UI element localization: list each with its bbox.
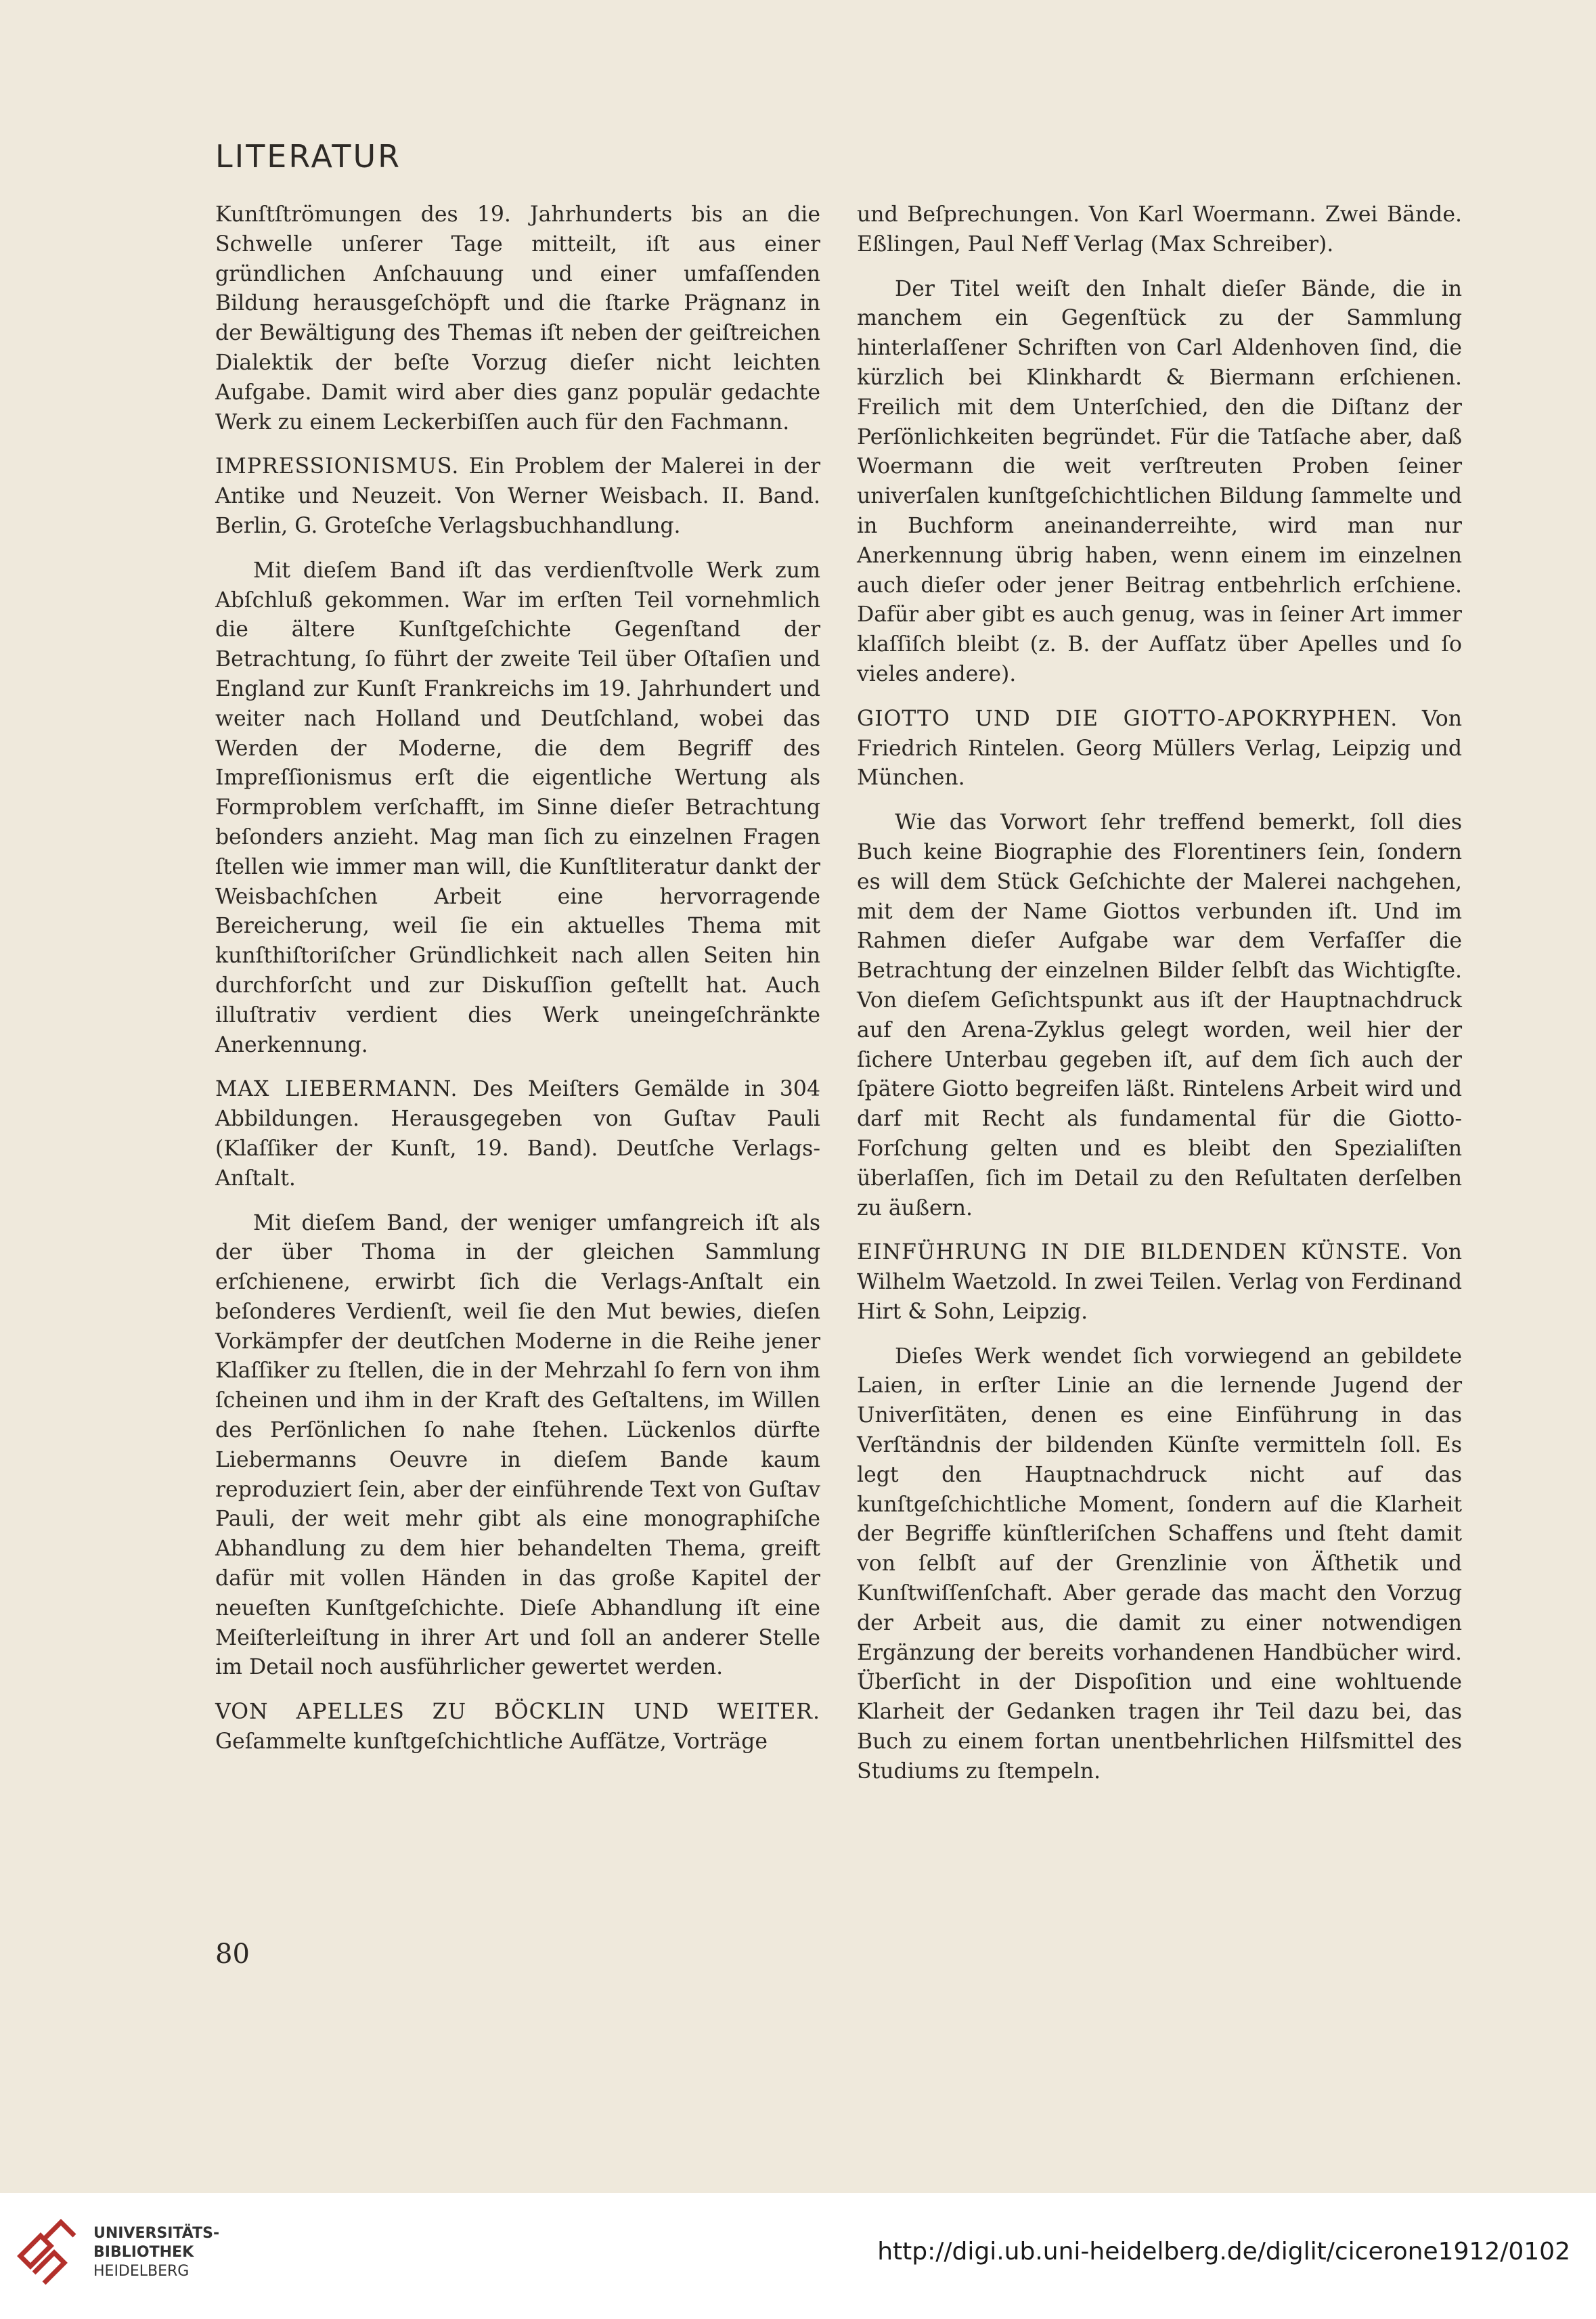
review-title: EINFÜHRUNG IN DIE BILDENDEN KÜNSTE. (857, 1240, 1409, 1265)
review-title: MAX LIEBERMANN. (215, 1077, 458, 1102)
review-title: GIOTTO UND DIE GIOTTO-APOKRYPHEN. (857, 706, 1398, 731)
source-url-link[interactable]: http://digi.ub.uni-heidelberg.de/diglit/cicerone1912/0102 (877, 2238, 1570, 2266)
library-name (93, 2224, 219, 2281)
left-column (215, 200, 820, 1772)
library-logo-icon (14, 2219, 81, 2287)
paragraph: und Beſprechungen. Von Karl Woermann. Zwei Bände. Eßlingen, Paul Neff Verlag (Max Schreiber). (857, 202, 1462, 257)
paragraph: Kunſtſtrömungen des 19. Jahrhunderts bis an die Schwelle unſerer Tage mitteilt, iſt aus einer gründlichen Anſchauung und einer umfaſſenden Bildung herausgeſchöpft und die ſtarke Prägnanz in der Bewältigung des Themas iſt neben der geiſtreichen Dialektik der beſte Vorzug dieſer nicht leichten Aufgabe. Damit wird aber dies ganz populär gedachte Werk zu einem Leckerbiſſen auch für den Fachmann. (215, 202, 820, 435)
review-citation: Geſammelte kunſtgeſchichtliche Aufſätze, Vorträge (215, 1729, 768, 1754)
review-citation: Des Meiſters Gemälde in 304 Abbildungen. Herausgegeben von Guſtav Pauli (Klaſſiker der Kunſt, 19. Band). Deutſche Verlags-Anſtalt. (215, 1077, 820, 1191)
review-citation: Ein Problem der Malerei in der Antike und Neuzeit. Von Werner Weisbach. II. Band. Berlin, G. Groteſche Verlagsbuchhandlung. (215, 454, 820, 538)
page-number: 80 (215, 1939, 250, 1970)
paragraph: Mit dieſem Band iſt das verdienſtvolle Werk zum Abſchluß gekommen. War im erſten Teil vornehmlich die ältere Kunſtgeſchichte Gegenſtand der Betrachtung, ſo führt der zweite Teil über Oſtaſien und England zur Kunſt Frankreichs im 19. Jahrhundert und weiter nach Holland und Deutſchland, wobei das Werden der Moderne, die dem Begriff des Impreſſionismus erſt die eigentliche Wertung als Formproblem verſchafft, im Sinne dieſer Betrachtung beſonders anzieht. Mag man ſich zu einzelnen Fragen ſtellen wie immer man will, die Kunſtliteratur dankt der Weisbachſchen Arbeit eine hervorragende Bereicherung, weil ſie ein aktuelles Thema mit kunſthiſtoriſcher Gründlichkeit nach allen Seiten hin durchforſcht und zur Diskuſſion geſtellt hat. Auch illuſtrativ verdient dies Werk uneingeſchränkte Anerkennung. (215, 558, 820, 1057)
paragraph: Wie das Vorwort ſehr treffend bemerkt, ſoll dies Buch keine Biographie des Florentiners ſein, ſondern es will dem Stück Geſchichte der Malerei nachgehen, mit dem der Name Giottos verbunden iſt. Und im Rahmen dieſer Aufgabe war dem Verfaſſer die Betrachtung der einzelnen Bilder ſelbſt das Wichtigſte. Von dieſem Geſichtspunkt aus iſt der Hauptnachdruck auf den Arena-Zyklus gelegt worden, weil hier der ſichere Unterbau gegeben iſt, auf dem ſich auch der ſpätere Giotto begreifen läßt. Rintelens Arbeit wird und darf mit Recht als fundamental für die Giotto-Forſchung gelten und es bleibt den Spezialiſten überlaſſen, ſich im Detail zu den Reſultaten derſelben zu äußern. (857, 810, 1462, 1220)
paragraph: Der Titel weiſt den Inhalt dieſer Bände, die in manchem ein Gegenſtück zu der Sammlung hinterlaſſener Schriften von Carl Aldenhoven ſind, die kürzlich bei Klinkhardt & Biermann erſchienen. Freilich mit dem Unterſchied, den die Diſtanz der Perſönlichkeiten begründet. Für die Tatſache aber, daß Woermann die weit verſtreuten Proben ſeiner univerſalen kunſtgeſchichtlichen Bildung ſammelte und in Buchform aneinanderreihte, wird man nur Anerkennung übrig haben, wenn einem im einzelnen auch dieſer oder jener Beitrag entbehrlich erſchiene. Dafür aber gibt es auch genug, was in ſeiner Art immer klaſſiſch bleibt (z. B. der Aufſatz über Apelles und ſo vieles andere). (857, 276, 1462, 686)
review-entry-heading (857, 705, 1462, 793)
review-entry-heading (215, 1075, 820, 1193)
review-citation: Von Friedrich Rintelen. Georg Müllers Verlag, Leipzig und München. (857, 706, 1462, 791)
paragraph: Dieſes Werk wendet ſich vorwiegend an gebildete Laien, in erſter Linie an die lernende Jugend der Univerſitäten, denen es eine Einführung in das Verſtändnis der bildenden Künſte vermitteln ſoll. Es legt den Hauptnachdruck nicht auf das kunſtgeſchichtliche Moment, ſondern auf die Klarheit der Begriffe künſtleriſchen Schaffens und ſteht damit von ſelbſt auf der Grenzlinie von Äſthetik und Kunſtwiſſenſchaft. Aber gerade das macht den Vorzug der Arbeit aus, die damit zu einer notwendigen Ergänzung der bereits vorhandenen Handbücher wird. Überſicht in der Dispoſition und eine wohltuende Klarheit der Gedanken tragen ihr Teil dazu bei, das Buch zu einem fortan unentbehrlichen Hilfsmittel des Studiums zu ſtempeln. (857, 1344, 1462, 1784)
review-citation: Von Wilhelm Waetzold. In zwei Teilen. Verlag von Ferdinand Hirt & Sohn, Leipzig. (857, 1240, 1462, 1324)
review-entry-heading (215, 452, 820, 541)
library-name-line: UNIVERSITÄTS- (93, 2225, 220, 2242)
library-name-line: HEIDELBERG (93, 2263, 190, 2280)
review-title: IMPRESSIONISMUS. (215, 454, 460, 479)
running-header: LITERATUR (215, 138, 402, 175)
review-entry-heading (215, 1698, 820, 1757)
library-name-line: BIBLIOTHEK (93, 2244, 194, 2261)
review-entry-heading (857, 1238, 1462, 1327)
paragraph: Mit dieſem Band, der weniger umfangreich iſt als der über Thoma in der gleichen Sammlung erſchienene, erwirbt ſich die Verlags-Anſtalt ein beſonderes Verdienſt, weil ſie den Mut bewies, dieſen Vorkämpfer der deutſchen Moderne in die Reihe jener Klaſſiker zu ſtellen, die in der Mehrzahl ſo fern von ihm ſcheinen und ihm in der Kraft des Geſtaltens, im Willen des Perſönlichen ſo nahe ſtehen. Lückenlos dürfte Liebermanns Oeuvre in dieſem Bande kaum reproduziert ſein, aber der einführende Text von Guſtav Pauli, der weit mehr gibt als eine monographiſche Abhandlung zu dem hier behandelten Thema, greift dafür mit vollen Händen in das große Kapitel der neueſten Kunſtgeſchichte. Dieſe Abhandlung iſt eine Meiſterleiſtung in ihrer Art und ſoll an anderer Stelle im Detail noch ausführlicher gewertet werden. (215, 1210, 820, 1680)
right-column (857, 200, 1462, 1802)
footer-bar (0, 2193, 1596, 2319)
review-title: VON APELLES ZU BÖCKLIN UND WEITER. (215, 1700, 820, 1725)
